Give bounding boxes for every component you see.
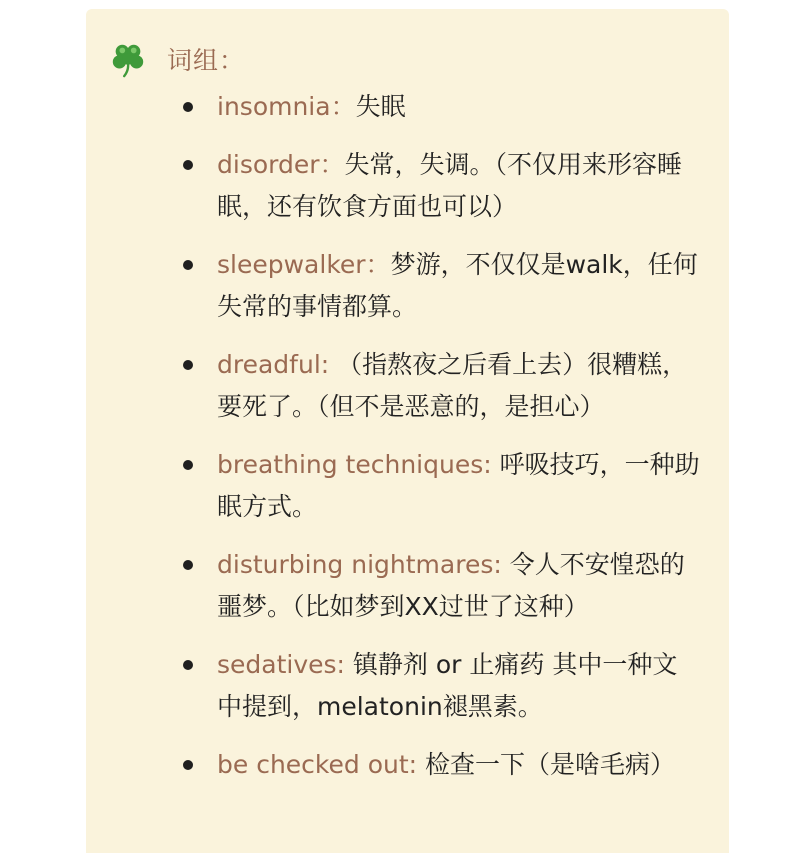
bullet-icon	[183, 102, 193, 112]
list-item	[180, 544, 700, 628]
bullet-icon	[183, 360, 193, 370]
list-item	[180, 144, 700, 228]
term: sleepwalker：	[217, 250, 391, 279]
term: be checked out:	[217, 750, 426, 779]
vocab-list	[180, 86, 700, 802]
list-item	[180, 444, 700, 528]
list-item	[180, 244, 700, 328]
term: insomnia：	[217, 92, 356, 121]
bullet-icon	[183, 660, 193, 670]
section-heading	[109, 38, 245, 80]
heading-label: 词组：	[167, 46, 246, 75]
bullet-icon	[183, 260, 193, 270]
bullet-icon	[183, 460, 193, 470]
list-item	[180, 644, 700, 728]
definition: 镇静剂 or 止痛药 其中一种文中提到，melatonin褪黑素。	[217, 650, 678, 721]
list-item	[180, 744, 700, 786]
term: dreadful:	[217, 350, 338, 379]
definition: （指熬夜之后看上去）很糟糕，要死了。（但不是恶意的，是担心）	[217, 350, 688, 421]
definition: 令人不安惶恐的噩梦。（比如梦到XX过世了这种）	[217, 550, 685, 621]
bullet-icon	[183, 160, 193, 170]
clover-icon	[109, 40, 147, 78]
bullet-icon	[183, 760, 193, 770]
definition: 失眠	[355, 92, 406, 121]
list-item	[180, 344, 700, 428]
bullet-icon	[183, 560, 193, 570]
term: disturbing nightmares:	[217, 550, 510, 579]
term: breathing techniques:	[217, 450, 500, 479]
definition: 梦游，不仅仅是walk，任何失常的事情都算。	[217, 250, 698, 321]
term: sedatives:	[217, 650, 353, 679]
list-item	[180, 86, 700, 128]
term: disorder：	[217, 150, 345, 179]
definition: 失常，失调。（不仅用来形容睡眠，还有饮食方面也可以）	[217, 150, 683, 221]
definition: 呼吸技巧，一种助眠方式。	[217, 450, 700, 521]
definition: 检查一下（是啥毛病）	[425, 750, 676, 779]
